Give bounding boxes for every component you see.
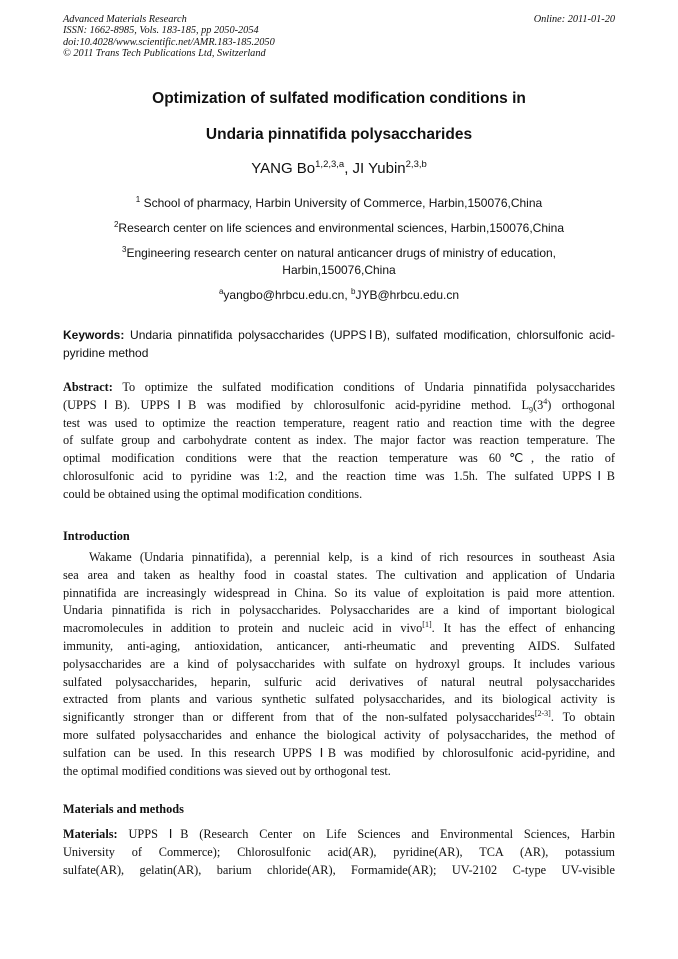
author-emails (40, 287, 638, 304)
paragraph-line: extracted from plants and various synthetic sulfated polysaccharides, and its biological activity is (63, 692, 615, 707)
abstract-line (63, 379, 615, 397)
abstract-subscript: 9 (528, 405, 533, 415)
paragraph-line: sulfation can be used. In this research UPPS ⅠB was modified by chlorosulfonic acid-pyridine, and (63, 745, 615, 760)
abstract-line (63, 397, 615, 415)
author-1-name: YANG Bo (251, 160, 316, 177)
paragraph-line: sea area and taken as healthy food in coastal states. The cultivation and application of Undaria (63, 567, 615, 582)
author-2-name: , JI Yubin (344, 160, 406, 177)
doi-line: doi:10.4028/www.scientific.net/AMR.183-185.2050 (63, 36, 275, 48)
citation-ref: [1] (422, 620, 432, 630)
online-date: Online: 2011-01-20 (533, 14, 615, 25)
paragraph-text: significantly stronger than or different from that of the non-sulfated polysaccharides (63, 710, 535, 725)
paragraph-line: sulfate(AR), gelatin(AR), barium chloride(AR), Formamide(AR); UV-2102 C-type UV-visible (63, 862, 615, 877)
paragraph-line (63, 709, 615, 727)
abstract-text: To optimize the sulfated modification conditions of Undaria pinnatifida polysaccharides (112, 380, 615, 394)
paragraph-line: Undaria pinnatifida is rich in polysaccharides. Polysaccharides are a kind of important biological (63, 603, 615, 618)
email-b[interactable]: JYB@hrbcu.edu.cn (355, 288, 460, 302)
affiliation-3-mark: 3 (121, 245, 127, 254)
paper-title-line-1: Optimization of sulfated modification conditions in (152, 90, 526, 107)
affiliation-3-text-2: Harbin,150076,China (282, 263, 396, 277)
introduction-heading: Introduction (63, 529, 130, 543)
paragraph-line: the optimal modified conditions was sieved out by orthogonal test. (63, 763, 391, 778)
affiliation-2-mark: 2 (113, 220, 119, 229)
abstract-text: (3 (532, 397, 544, 412)
affiliation-2 (40, 220, 638, 237)
email-a[interactable]: yangbo@hrbcu.edu.cn, (223, 288, 352, 302)
email-a-mark: a (218, 287, 224, 296)
keywords (63, 326, 615, 362)
paragraph-line: University of Commerce); Chlorosulfonic acid(AR), pyridine(AR), TCA (AR), potassium (63, 844, 615, 859)
abstract-line: could be obtained using the optimal modification conditions. (63, 486, 363, 501)
paper-title-line-2: Undaria pinnatifida polysaccharides (205, 126, 473, 143)
affiliation-3-text-1: Engineering research center on natural anticancer drugs of ministry of education, (126, 246, 557, 260)
paragraph-line (63, 826, 615, 844)
methods-heading: Materials and methods (63, 802, 184, 816)
paragraph-line: Wakame (Undaria pinnatifida), a perennial kelp, is a kind of rich resources in southeast Asia (89, 550, 615, 564)
abstract-line: optimal modification conditions were that the reaction temperature was 60℃, the ratio of (63, 451, 615, 466)
abstract-line: test was used to optimize the reaction temperature, reagent ratio and reaction time with the degree (63, 415, 615, 430)
journal-header (63, 14, 615, 60)
materials-paragraph (63, 826, 615, 879)
journal-name: Advanced Materials Research (63, 14, 187, 25)
abstract (63, 379, 615, 504)
paragraph-line: polysaccharides are a kind of polysaccharides with sulfate on hydroxyl groups. It includes various (63, 656, 615, 671)
author-list (40, 160, 638, 178)
email-b-mark: b (351, 287, 356, 296)
abstract-line: chlorosulfonic acid to pyridine was 1:2, and the reaction time was 1.5h. The sulfated UPPSⅠB (63, 468, 615, 483)
paragraph-text: UPPS ⅠB (Research Center on Life Sciences and Environmental Sciences, Harbin (117, 827, 615, 841)
affiliation-2-text: Research center on life sciences and environmental sciences, Harbin,150076,China (118, 221, 565, 235)
author-2-affiliation: 2,3,b (405, 159, 427, 170)
introduction-body (63, 549, 615, 780)
abstract-text: (UPPSⅠB). UPPSⅠB was modified by chlorosulfonic acid-pyridine method. L (63, 397, 529, 412)
paragraph-text: . It has the effect of enhancing (431, 621, 615, 636)
abstract-text: ) orthogonal (547, 397, 615, 412)
affiliation-1 (40, 195, 638, 212)
affiliation-1-text: School of pharmacy, Harbin University of Commerce, Harbin,150076,China (140, 196, 543, 210)
keywords-label: Keywords: (63, 328, 125, 342)
affiliation-3 (40, 245, 638, 279)
materials-label: Materials: (63, 827, 118, 841)
paragraph-text: . To obtain (550, 710, 616, 725)
abstract-superscript: 4 (543, 396, 548, 406)
citation-ref: [2-3] (534, 709, 551, 719)
issn-line: ISSN: 1662-8985, Vols. 183-185, pp 2050-2054 (63, 25, 259, 37)
author-1-affiliation: 1,2,3,a (315, 159, 345, 170)
paragraph-text: macromolecules in addition to protein and nucleic acid in vivo (63, 621, 423, 636)
paragraph-line: more sulfated polysaccharides and enhance the biological activity of polysaccharides, the method of (63, 727, 615, 742)
paragraph-line: immunity, anti-aging, antioxidation, anticancer, anti-rheumatic and preventing AIDS. Sulfated (63, 638, 615, 653)
affiliation-1-mark: 1 (135, 195, 141, 204)
paragraph-line: pinnatifida are increasingly widespread in China. So its value of exploitation is paid more attention. (63, 585, 615, 600)
abstract-line: of sulfate group and carbohydrate content as index. The major factor was reaction temperature. The (63, 433, 615, 448)
copyright-line: © 2011 Trans Tech Publications Ltd, Switzerland (63, 48, 266, 60)
keywords-text: Undaria pinnatifida polysaccharides (UPPSⅠB), sulfated modification, chlorsulfonic acid-pyridine method (63, 328, 615, 360)
paragraph-line (63, 620, 615, 638)
abstract-label: Abstract: (63, 380, 113, 394)
paragraph-line: sulfated polysaccharides, heparin, sulfuric acid derivatives of natural neutral polysaccharides (63, 674, 615, 689)
